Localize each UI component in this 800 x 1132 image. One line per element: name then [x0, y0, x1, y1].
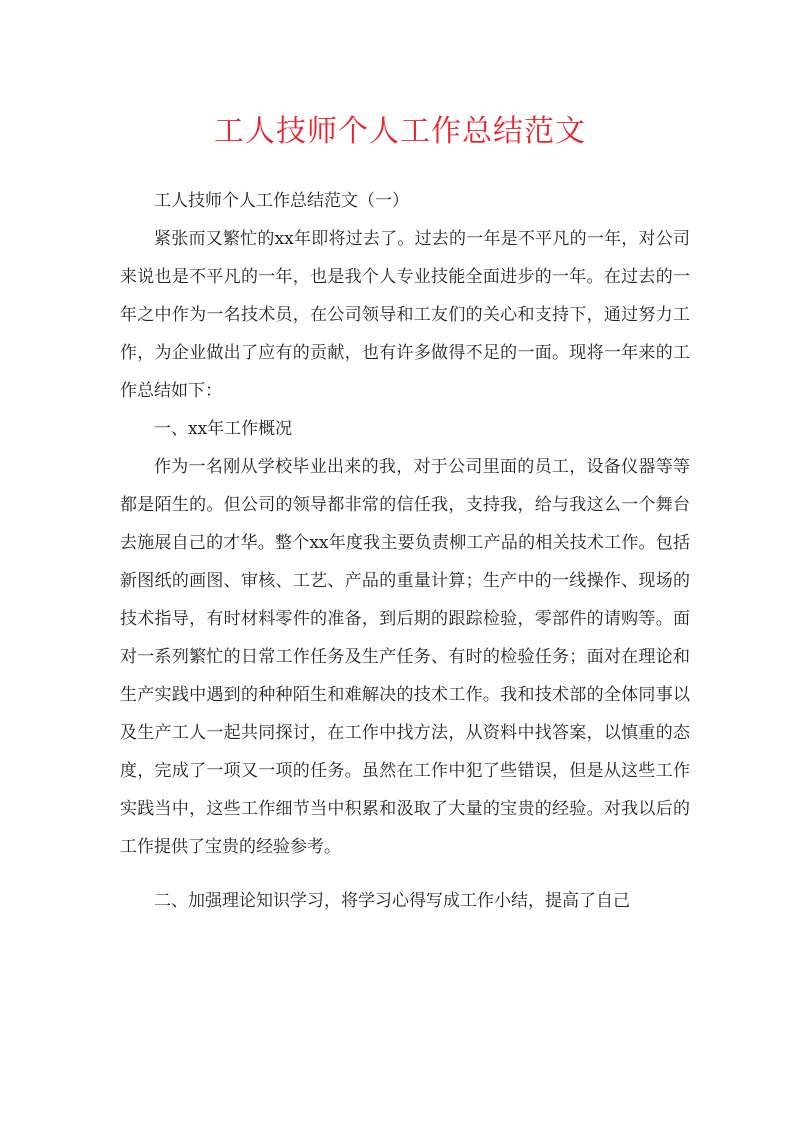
- section-heading-1: 一、xx年工作概况: [154, 419, 293, 439]
- document-title: 工人技师个人工作总结范文: [214, 114, 586, 149]
- paragraph-work-overview: 作为一名刚从学校毕业出来的我，对于公司里面的员工，设备仪器等等都是陌生的。但公司的领导都非常的信任我，支持我，给与我这么一个舞台去施展自己的才华。整个xx年度我主要负责柳工产品的相关技术工作。包括新图纸的画图、审核、工艺、产品的重量计算；生产中的一线操作、现场的技术指导，有时材料零件的准备，到后期的跟踪检验，零部件的请购等。面对一系列繁忙的日常工作任务及生产任务、有时的检验任务；面对在理论和生产实践中遇到的种种陌生和难解决的技术工作。我和技术部的全体同事以及生产工人一起共同探讨，在工作中找方法，从资料中找答案，以慎重的态度，完成了一项又一项的任务。虽然在工作中犯了些错误，但是从这些工作实践当中，这些工作细节当中积累和汲取了大量的宝贵的经验。对我以后的工作提供了宝贵的经验参考。: [120, 457, 690, 857]
- section-subtitle: 工人技师个人工作总结范文（一）: [154, 191, 409, 211]
- document-body: [120, 182, 690, 920]
- paragraph-intro: 紧张而又繁忙的xx年即将过去了。过去的一年是不平凡的一年，对公司来说也是不平凡的一年，也是我个人专业技能全面进步的一年。在过去的一年之中作为一名技术员，在公司领导和工友们的关心和支持下，通过努力工作，为企业做出了应有的贡献，也有许多做得不足的一面。现将一年来的工作总结如下：: [120, 229, 690, 401]
- section-heading-2: 二、加强理论知识学习，将学习心得写成工作小结，提高了自己: [154, 891, 630, 911]
